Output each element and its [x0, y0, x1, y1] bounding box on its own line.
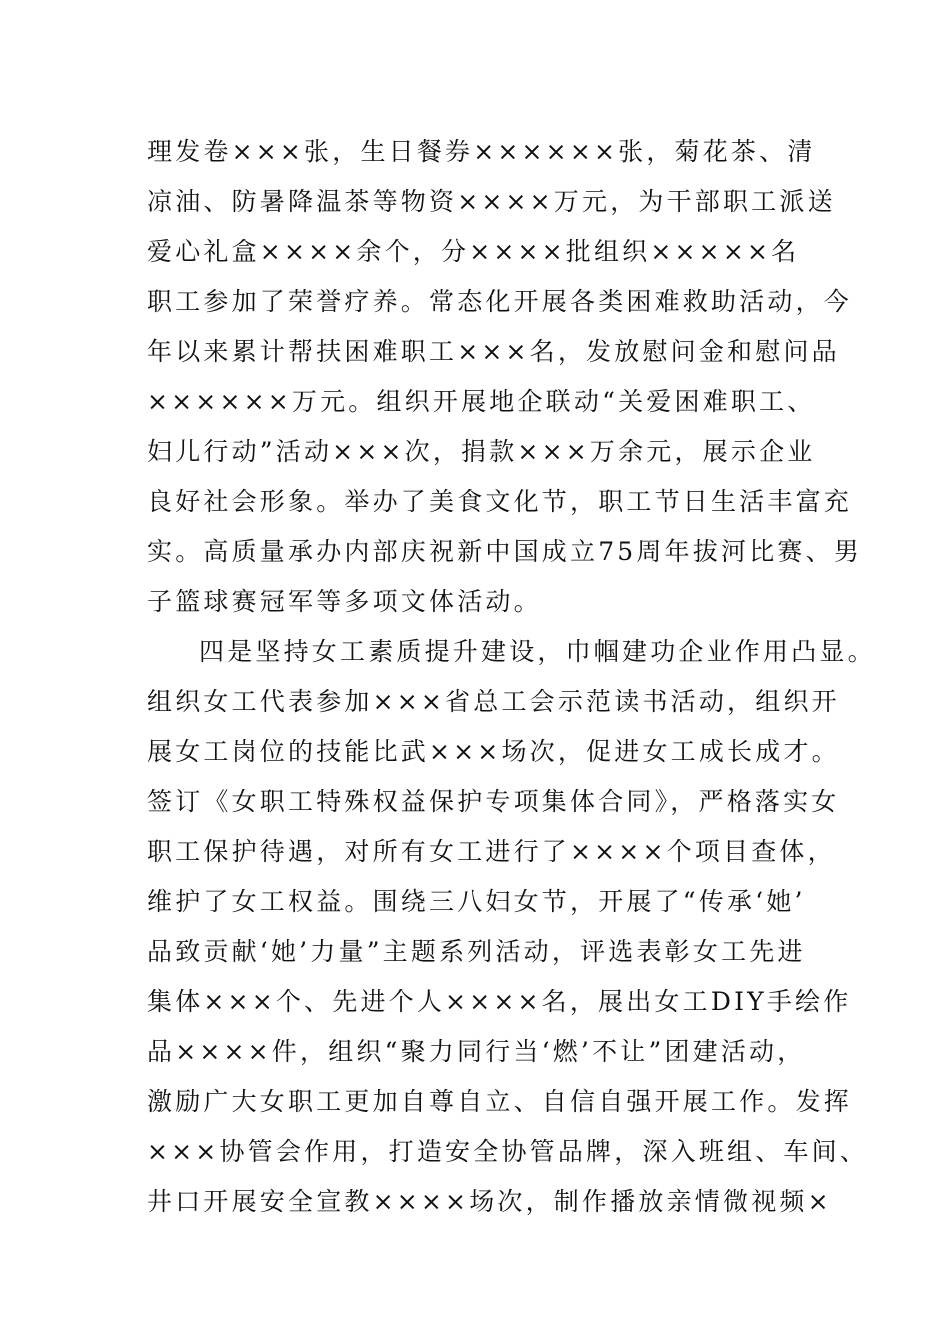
text-line: 井口开展安全宣教××××场次，制作播放亲情微视频×: [147, 1187, 832, 1216]
text-line: 集体×××个、先进个人××××名，展出女工DIY手绘作: [147, 987, 852, 1016]
text-line: 理发卷×××张，生日餐券××××××张，菊花茶、清: [147, 137, 816, 166]
text-line: 年以来累计帮扶困难职工×××名，发放慰问金和慰问品: [147, 337, 840, 366]
text-line: 展女工岗位的技能比武×××场次，促进女工成长成才。: [147, 737, 840, 766]
text-line: 妇儿行动”活动×××次，捐款×××万余元，展示企业: [147, 437, 816, 466]
text-line: 维护了女工权益。围绕三八妇女节，开展了“传承‘她’: [147, 887, 806, 916]
text-line: 职工参加了荣誉疗养。常态化开展各类困难救助活动，今: [147, 287, 853, 316]
text-line: 职工保护待遇，对所有女工进行了××××个项目查体，: [147, 837, 836, 866]
text-line: 子篮球赛冠军等多项文体活动。: [147, 587, 542, 616]
text-line: ×××协管会作用，打造安全协管品牌，深入班组、车间、: [147, 1137, 869, 1166]
text-line: 激励广大女职工更加自尊自立、自信自强开展工作。发挥: [147, 1087, 853, 1116]
text-line: 组织女工代表参加×××省总工会示范读书活动，组织开: [147, 687, 840, 716]
paragraph-start-line: 四是坚持女工素质提升建设，巾帼建功企业作用凸显。: [199, 637, 876, 666]
text-line: 爱心礼盒××××余个，分××××批组织×××××名: [147, 237, 800, 266]
body-text: [147, 127, 876, 1227]
text-line: 凉油、防暑降温茶等物资××××万元，为干部职工派送: [147, 187, 836, 216]
text-line: 品××××件，组织“聚力同行当‘燃’不让”团建活动，: [147, 1037, 806, 1066]
text-line: 签订《女职工特殊权益保护专项集体合同》，严格落实女: [147, 787, 840, 816]
text-line: 良好社会形象。举办了美食文化节，职工节日生活丰富充: [147, 487, 853, 516]
text-line: 实。高质量承办内部庆祝新中国成立75周年拔河比赛、男: [147, 537, 863, 566]
text-line: ××××××万元。组织开展地企联动“关爱困难职工、: [147, 387, 816, 416]
text-line: 品致贡献‘她’力量”主题系列活动，评选表彰女工先进: [147, 937, 806, 966]
